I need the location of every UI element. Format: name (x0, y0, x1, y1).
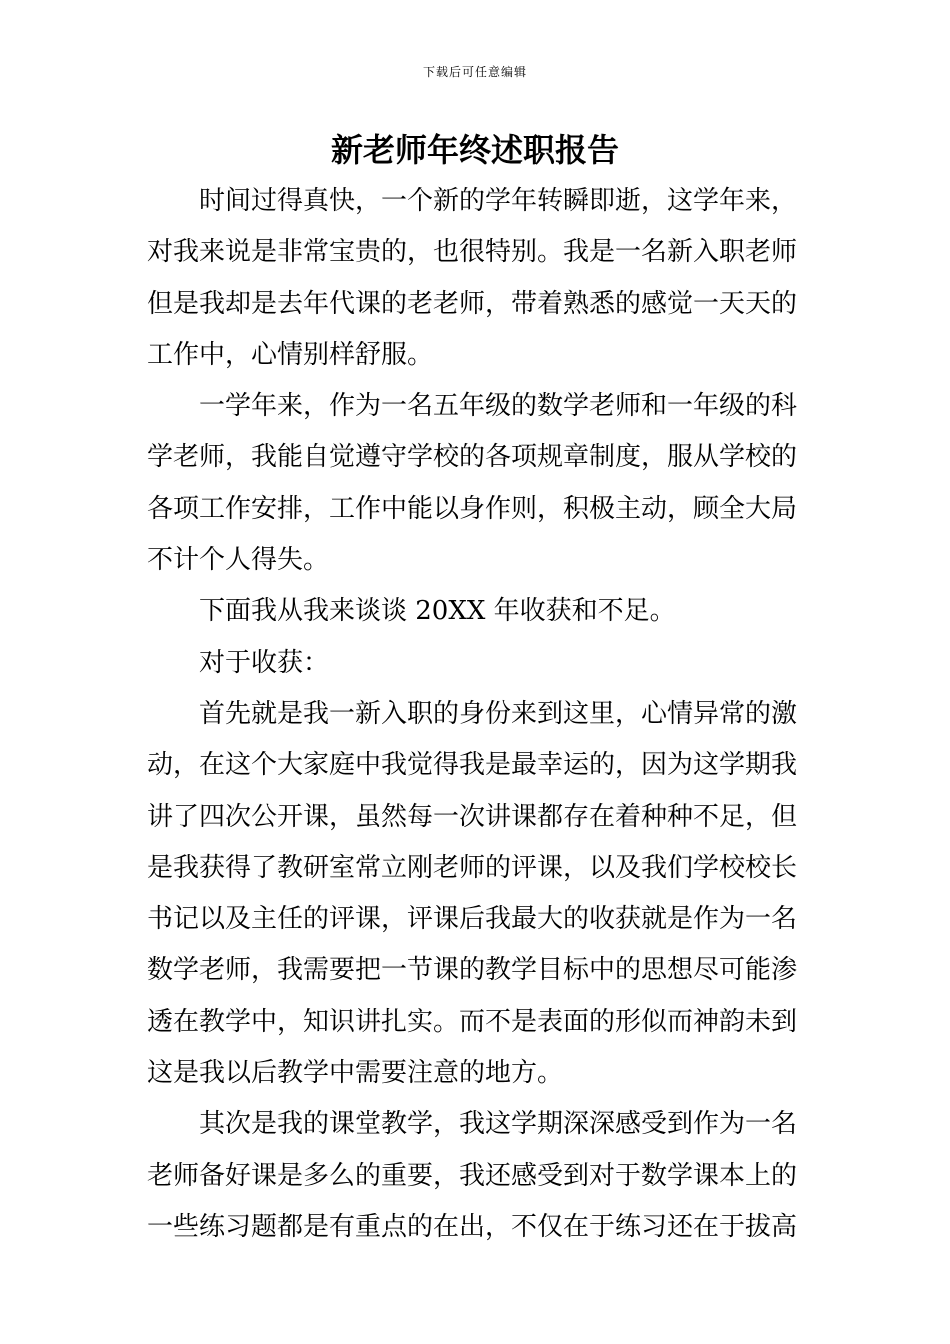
text-line: 对于收获： (199, 647, 330, 678)
text-line: 动，在这个大家庭中我觉得我是最幸运的，因为这学期我 (147, 750, 798, 781)
text-line: 老师备好课是多么的重要，我还感受到对于数学课本上的 (147, 1160, 798, 1191)
paragraph (147, 689, 807, 1099)
text-line: 这是我以后教学中需要注意的地方。 (147, 1058, 564, 1089)
text-line: 首先就是我一新入职的身份来到这里，心情异常的激 (199, 698, 798, 729)
paragraph (147, 586, 807, 637)
text-line: 各项工作安排，工作中能以身作则，积极主动，顾全大局 (147, 493, 798, 524)
text-line: 时间过得真快，一个新的学年转瞬即逝，这学年来， (199, 186, 798, 216)
text-line: 工作中，心情别样舒服。 (147, 339, 434, 370)
text-line: 但是我却是去年代课的老老师，带着熟悉的感觉一天天的 (147, 288, 798, 319)
paragraph (147, 638, 807, 689)
header-note: 下载后可任意编辑 (422, 65, 527, 79)
text-line: 下面我从我来谈谈 20XX 年收获和不足。 (199, 596, 676, 627)
text-line: 透在教学中，知识讲扎实。而不是表面的形似而神韵未到 (147, 1006, 798, 1037)
paragraph (147, 381, 807, 586)
text-line: 是我获得了教研室常立刚老师的评课，以及我们学校校长 (147, 852, 798, 883)
text-line: 讲了四次公开课，虽然每一次讲课都存在着种种不足，但 (147, 801, 798, 832)
text-line: 一些练习题都是有重点的在出，不仅在于练习还在于拔高 (147, 1211, 798, 1242)
document-title: 新老师年终述职报告 (330, 131, 619, 169)
document-body (147, 176, 807, 1253)
text-line: 一学年来，作为一名五年级的数学老师和一年级的科 (199, 391, 798, 422)
text-line: 不计个人得失。 (147, 545, 330, 576)
text-line: 其次是我的课堂教学，我这学期深深感受到作为一名 (199, 1109, 798, 1140)
text-line: 对我来说是非常宝贵的，也很特别。我是一名新入职老师 (147, 237, 798, 268)
paragraph (147, 176, 807, 381)
text-line: 数学老师，我需要把一节课的教学目标中的思想尽可能渗 (147, 955, 798, 986)
paragraph (147, 1099, 807, 1253)
text-line: 学老师，我能自觉遵守学校的各项规章制度，服从学校的 (147, 442, 798, 473)
text-line: 书记以及主任的评课，评课后我最大的收获就是作为一名 (147, 904, 798, 935)
